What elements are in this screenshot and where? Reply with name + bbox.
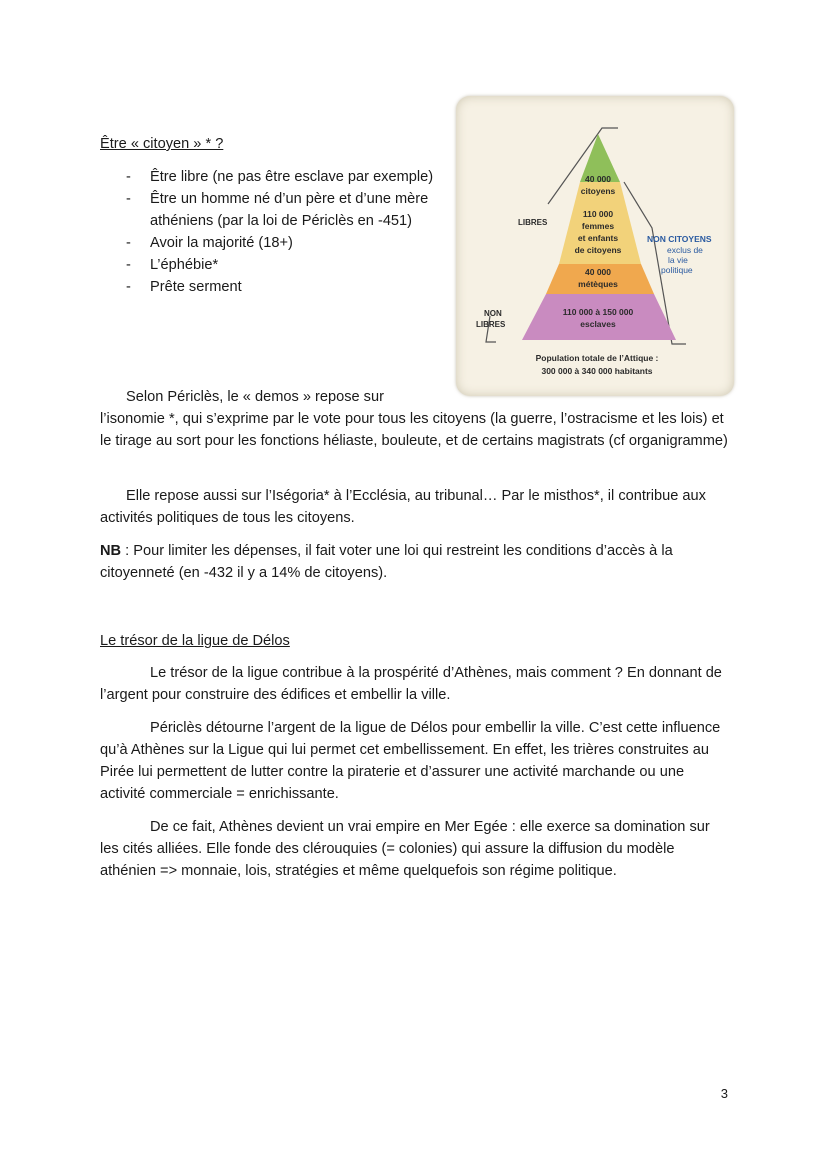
paragraph-isonomie: l’isonomie *, qui s’exprime par le vote pour tous les citoyens (la guerre, l’ostracisme et les lois) et le tirage au sort pour les fonctions héliaste, bouleute, et de certains magistrats (cf organigramme)	[100, 411, 728, 449]
list-item: - L’éphébie*	[100, 254, 440, 276]
citizenship-criteria-list	[100, 166, 440, 298]
section-heading-tresor: Le trésor de la ligue de Délos	[100, 633, 290, 649]
tier-citoyens-count: 40 000	[585, 174, 611, 184]
section-heading-citoyen: Être « citoyen » * ?	[100, 136, 224, 152]
population-pyramid-figure	[456, 96, 734, 396]
label-libres-2: LIBRES	[476, 320, 506, 329]
tier-meteques-label: métèques	[578, 279, 618, 289]
list-item: - Prête serment	[100, 276, 440, 298]
list-item: - Être un homme né d’un père et d’une mère athéniens (par la loi de Périclès en -451)	[100, 188, 440, 232]
label-non: NON	[484, 309, 502, 318]
paragraph-isegoria: Elle repose aussi sur l’Iségoria* à l’Ecclésia, au tribunal… Par le misthos*, il contribue aux activités politiques de tous les citoyens.	[100, 488, 706, 526]
paragraph-tresor-2: Périclès détourne l’argent de la ligue de Délos pour embellir la ville. C’est cette influence qu’à Athènes sur la Ligue qui lui permet cet embellissement. En effet, les trières construites au Pirée lui permettent de lutter contre la piraterie et d’assurer une activité marchande ou une activité commerciale = enrichissante.	[100, 720, 721, 802]
tier-esclaves-label: esclaves	[580, 319, 616, 329]
paragraph-demos-intro	[100, 386, 460, 408]
tier-esclaves	[522, 294, 676, 340]
tier-femmes-count: 110 000	[582, 209, 614, 219]
figure-caption-line2: 300 000 à 340 000 habitants	[541, 366, 653, 376]
paragraph-tresor-1: Le trésor de la ligue contribue à la prospérité d’Athènes, mais comment ? En donnant de l’argent pour construire des édifices et embellir la ville.	[100, 665, 722, 703]
tier-meteques-count: 40 000	[585, 267, 611, 277]
label-libres: LIBRES	[518, 218, 548, 227]
label-exclus-1: exclus de	[667, 245, 703, 255]
figure-caption-line1: Population totale de l’Attique :	[535, 353, 659, 363]
tier-femmes-label: femmes	[581, 221, 615, 231]
paragraph-demos-start: Selon Périclès, le « demos » repose sur	[126, 389, 384, 405]
label-exclus-3: politique	[661, 265, 693, 275]
list-item: - Être libre (ne pas être esclave par exemple)	[100, 166, 440, 188]
nb-label: NB	[100, 543, 122, 559]
tier-femmes-label3: de citoyens	[574, 245, 622, 255]
page-number: 3	[720, 1086, 728, 1101]
tier-femmes-label2: et enfants	[577, 233, 619, 243]
label-non-citoyens: NON CITOYENS	[647, 234, 712, 244]
pyramid-graphic	[456, 96, 734, 396]
tier-citoyens-label: citoyens	[580, 186, 616, 196]
label-exclus-2: la vie	[668, 255, 688, 265]
paragraph-nb	[100, 540, 728, 584]
tier-esclaves-count: 110 000 à 150 000	[562, 307, 634, 317]
nb-text: : Pour limiter les dépenses, il fait voter une loi qui restreint les conditions d’accès à la citoyenneté (en -432 il y a 14% de citoyens).	[100, 543, 673, 581]
paragraph-tresor-3: De ce fait, Athènes devient un vrai empire en Mer Egée : elle exerce sa domination sur les cités alliées. Elle fonde des clérouquies (= colonies) qui assure la diffusion du modèle athénien => monnaie, lois, stratégies et même quelquefois son régime politique.	[100, 819, 710, 879]
list-item: - Avoir la majorité (18+)	[100, 232, 440, 254]
